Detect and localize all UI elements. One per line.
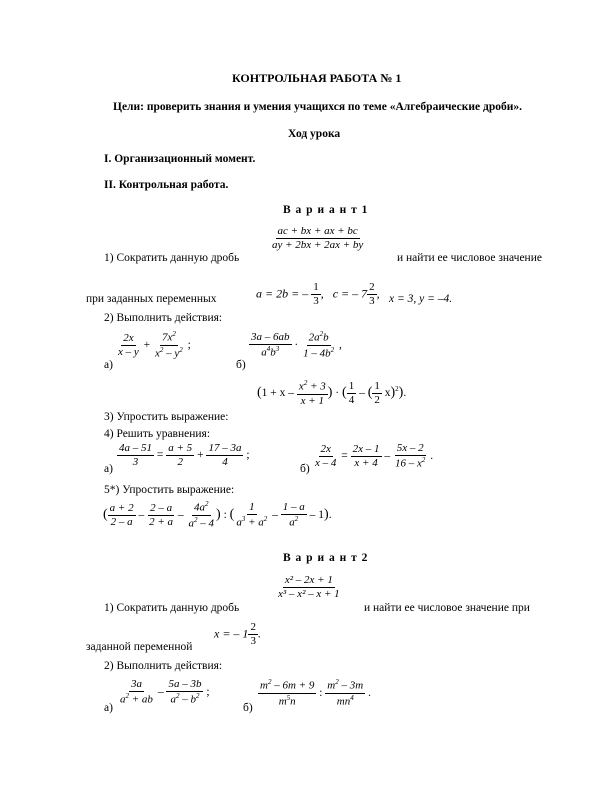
lesson-heading: Ход урока: [288, 128, 341, 140]
v1-task1-values-xy: x = 3, y = –4.: [389, 293, 453, 305]
v1-task2b-expression: $\frac{3a - 6ab}{a^4b^3}$ · $\frac{2a^2b}{1 - 4b^2}$ ,: [251, 330, 342, 360]
v1-task2-text: 2) Выполнить действия:: [104, 312, 223, 324]
v1-task3-text: 3) Упростить выражение:: [104, 411, 229, 423]
v1-task4b-equation: $\frac{2x}{x - 4}$ = $\frac{2x - 1}{x + 4}$ – $\frac{5x - 2}{16 - x^2}$ .: [315, 442, 434, 470]
section-org: I. Организационный момент.: [104, 153, 256, 165]
section-test: II. Контрольная работа.: [104, 179, 229, 191]
v2-task2-text: 2) Выполнить действия:: [104, 660, 223, 672]
v1-task1-given: при заданных переменных: [86, 293, 217, 305]
page-title: КОНТРОЛЬНАЯ РАБОТА № 1: [232, 71, 402, 85]
v2-task1-value: x = – 1 $\frac{2}{3}$ .: [214, 621, 261, 647]
v2-task1-denominator: x³ – x² – x + 1: [278, 588, 340, 600]
v1-task1-text2: и найти ее числовое значение: [397, 252, 542, 264]
v1-task4-text: 4) Решить уравнения:: [104, 428, 211, 440]
v2-task2a-expression: $\frac{3a}{a^2 + ab}$ – $\frac{5a - 3b}{a^2 - b^2}$ ;: [120, 678, 210, 706]
v2-task1-numerator: x² – 2x + 1: [284, 574, 333, 586]
v2-task2-label-a: а): [104, 702, 113, 714]
v1-task1-values-ab: a = 2b = – $\frac{1}{3}$ , c = – 7 $\frac{2}{3}$ ,: [256, 281, 380, 307]
v1-task2-label-a: а): [104, 359, 113, 371]
v1-task1-denominator: ay + 2bx + 2ax + by: [272, 239, 364, 251]
v1-task4-label-a: а): [104, 463, 113, 475]
v1-task5-expression: ( $\frac{a + 2}{2 - a}$ – $\frac{2 - a}{2 + a}$ – $\frac{4a^2}{a^2 - 4}$ ) : ( $\frac{1}{a^3 + a^2}$ – $\frac{1 - a}{a^2}$ – 1).: [103, 500, 332, 530]
variant1-heading: В а р и а н т 1: [283, 204, 369, 216]
v2-task2b-expression: $\frac{m^2 - 6m + 9}{m^5n}$ : $\frac{m^2 - 3m}{mn^4}$ .: [260, 678, 371, 708]
v1-task2a-expression: $\frac{2x}{x - y}$ + $\frac{7x^2}{x^2 - y^2}$ ;: [118, 330, 191, 360]
v1-task1-numerator: ac + bx + ax + bc: [277, 225, 358, 237]
v1-task5-text: 5*) Упростить выражение:: [104, 484, 235, 496]
variant2-heading: В а р и а н т 2: [283, 552, 369, 564]
goal-text: Цели: проверить знания и умения учащихся по теме «Алгебраические дроби».: [113, 101, 522, 113]
v1-task2-label-b: б): [236, 359, 246, 371]
v2-task1-given: заданной переменной: [86, 641, 193, 653]
v1-task3-expression: (1 + x – $\frac{x^2 + 3}{x + 1}$ ) · ( $\frac{1}{4}$ – ( $\frac{1}{2}$ x)$^2$).: [257, 379, 407, 407]
v1-task4a-equation: $\frac{4a - 51}{3}$ = $\frac{a + 5}{2}$ + $\frac{17 - 3a}{4}$ ;: [119, 442, 250, 468]
v1-task1-text: 1) Сократить данную дробь: [104, 252, 240, 264]
v2-task1-text: 1) Сократить данную дробь: [104, 602, 240, 614]
v2-task1-text2: и найти ее числовое значение при: [364, 602, 530, 614]
v2-task1-fraction: [276, 575, 342, 600]
v2-task2-label-b: б): [243, 702, 253, 714]
v1-task4-label-b: б): [300, 463, 310, 475]
v1-task1-fraction: [270, 226, 365, 251]
